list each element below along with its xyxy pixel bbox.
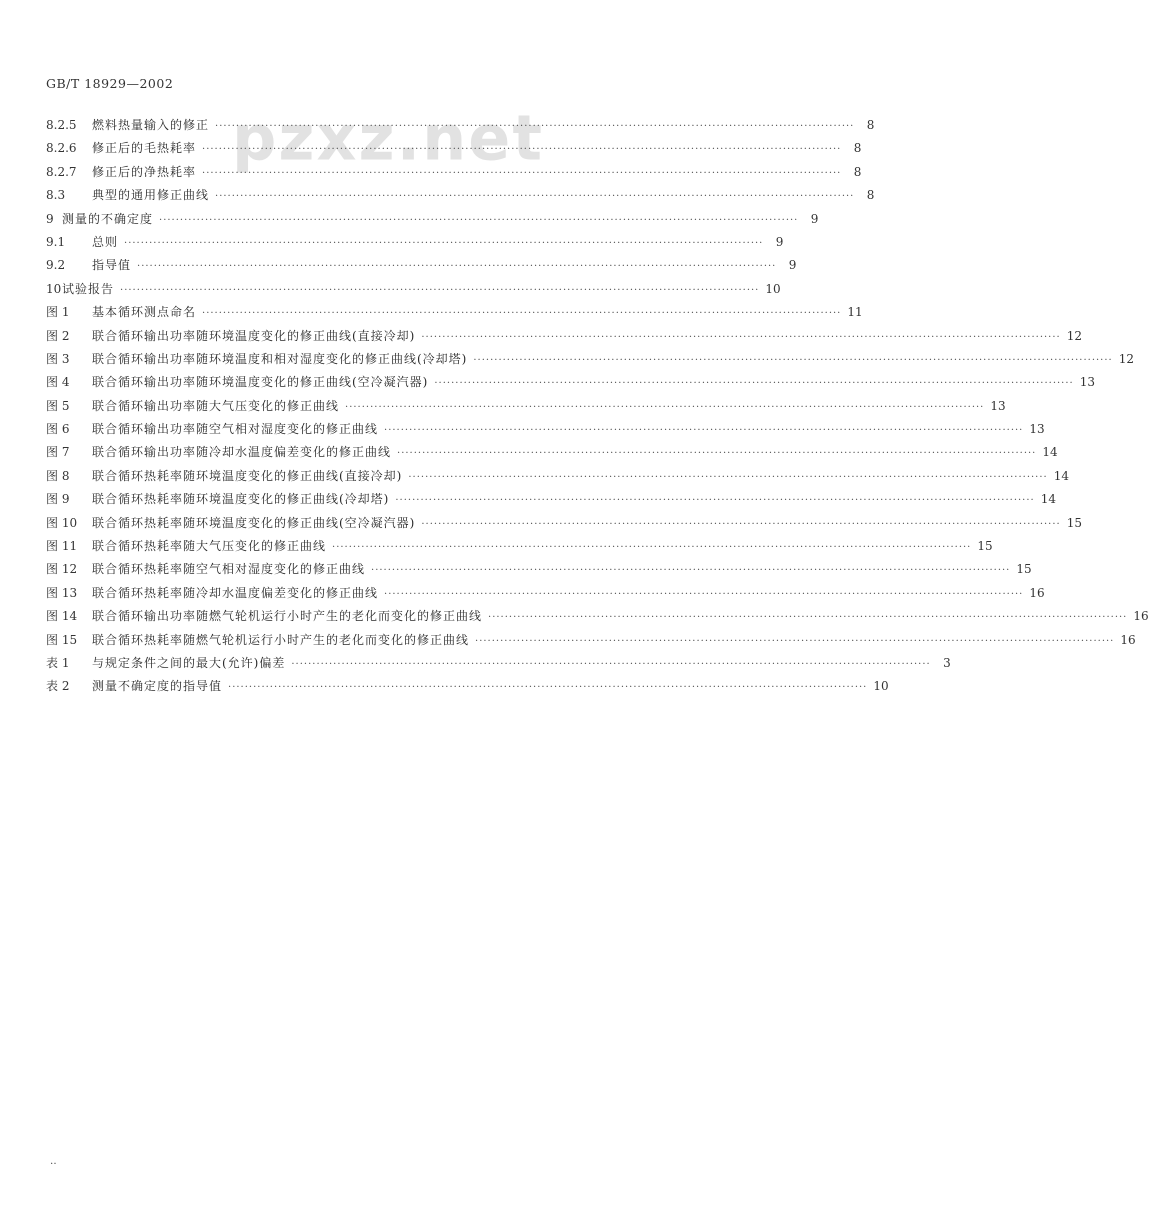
toc-entry-title: 总则 bbox=[92, 234, 119, 249]
page-footer-mark: ‥ bbox=[50, 1156, 57, 1167]
toc-entry-page: 3 bbox=[943, 655, 951, 670]
toc-entry-title: 联合循环热耗率随环境温度变化的修正曲线(直接冷却) bbox=[92, 468, 403, 483]
toc-leader-dots bbox=[291, 653, 930, 676]
toc-leader-dots bbox=[202, 162, 841, 185]
toc-leader-dots bbox=[408, 466, 1047, 489]
toc-entry[interactable] bbox=[46, 441, 1058, 464]
toc-entry-page: 8 bbox=[853, 141, 862, 156]
toc-entry-number: 图 4 bbox=[46, 375, 70, 390]
toc-entry-number: 图 11 bbox=[46, 539, 78, 554]
toc-entry-title: 联合循环热耗率随大气压变化的修正曲线 bbox=[92, 539, 327, 554]
toc-leader-dots bbox=[384, 419, 1023, 442]
toc-entry-number: 8.2.6 bbox=[46, 141, 77, 156]
toc-entry-number: 图 5 bbox=[46, 398, 70, 413]
toc-leader-dots bbox=[215, 185, 854, 208]
toc-entry[interactable] bbox=[46, 465, 1069, 488]
toc-entry-page: 10 bbox=[765, 281, 781, 296]
toc-entry-number: 图 8 bbox=[46, 468, 70, 483]
toc-entry[interactable] bbox=[46, 325, 1082, 348]
toc-entry-number: 10 bbox=[46, 281, 62, 296]
toc-leader-dots bbox=[159, 209, 798, 232]
toc-entry-page: 8 bbox=[853, 164, 862, 179]
toc-entry-page: 8 bbox=[866, 118, 875, 132]
toc-entry-page: 12 bbox=[1066, 328, 1082, 343]
toc-entry-title: 测量不确定度的指导值 bbox=[92, 679, 223, 694]
toc-entry-page: 16 bbox=[1029, 585, 1045, 600]
toc-entry-title: 联合循环输出功率随燃气轮机运行小时产生的老化而变化的修正曲线 bbox=[92, 609, 483, 624]
toc-entry-number: 图 10 bbox=[46, 515, 78, 530]
toc-entry-number: 图 3 bbox=[46, 351, 70, 366]
toc-entry-page: 13 bbox=[1029, 422, 1045, 437]
toc-entry[interactable] bbox=[46, 254, 797, 277]
toc-leader-dots bbox=[202, 138, 841, 161]
toc-entry-title: 联合循环输出功率随大气压变化的修正曲线 bbox=[92, 398, 340, 413]
toc-entry-title: 联合循环输出功率随冷却水温度偏差变化的修正曲线 bbox=[92, 445, 392, 460]
toc-entry-title: 修正后的毛热耗率 bbox=[92, 141, 197, 156]
toc-entry-number: 表 1 bbox=[46, 655, 70, 670]
toc-leader-dots bbox=[120, 279, 759, 302]
toc-entry[interactable] bbox=[46, 512, 1082, 535]
toc-entry-title: 指导值 bbox=[92, 258, 132, 273]
toc-leader-dots bbox=[384, 583, 1023, 606]
toc-entry-title: 联合循环热耗率随环境温度变化的修正曲线(冷却塔) bbox=[92, 492, 390, 507]
toc-leader-dots bbox=[345, 396, 984, 419]
toc-entry-page: 8 bbox=[866, 188, 875, 203]
toc-entry-number: 9 bbox=[46, 211, 54, 226]
toc-entry-title: 联合循环输出功率随空气相对湿度变化的修正曲线 bbox=[92, 422, 379, 437]
toc-entry-page: 10 bbox=[873, 679, 889, 694]
toc-leader-dots bbox=[473, 349, 1112, 372]
toc-entry-number: 图 9 bbox=[46, 492, 70, 507]
toc-leader-dots bbox=[421, 513, 1060, 536]
toc-entry-title: 试验报告 bbox=[62, 281, 115, 296]
toc-leader-dots bbox=[434, 372, 1073, 395]
toc-entry[interactable] bbox=[46, 652, 951, 675]
toc-entry[interactable] bbox=[46, 184, 875, 207]
toc-entry-title: 联合循环输出功率随环境温度变化的修正曲线(直接冷却) bbox=[92, 328, 416, 343]
toc-entry-number: 图 15 bbox=[46, 632, 78, 647]
toc-entry[interactable] bbox=[46, 629, 1136, 652]
toc-entry[interactable] bbox=[46, 208, 819, 231]
toc-entry-number: 图 1 bbox=[46, 305, 70, 320]
toc-entry-title: 联合循环热耗率随冷却水温度偏差变化的修正曲线 bbox=[92, 585, 379, 600]
toc-entry-number: 9.2 bbox=[46, 258, 66, 273]
toc-entry-number: 8.2.7 bbox=[46, 164, 77, 179]
toc-entry-number: 表 2 bbox=[46, 679, 70, 694]
toc-entry-page: 15 bbox=[977, 539, 993, 554]
toc-entry-page: 9 bbox=[788, 258, 797, 273]
toc-entry-page: 16 bbox=[1133, 609, 1149, 624]
toc-entry-title: 典型的通用修正曲线 bbox=[92, 188, 210, 203]
toc-leader-dots bbox=[395, 489, 1034, 512]
toc-leader-dots bbox=[202, 302, 841, 325]
toc-leader-dots bbox=[488, 606, 1127, 629]
toc-entry-title: 联合循环热耗率随空气相对湿度变化的修正曲线 bbox=[92, 562, 366, 577]
toc-entry[interactable] bbox=[46, 605, 1149, 628]
toc-leader-dots bbox=[332, 536, 971, 559]
toc-entry-title: 联合循环输出功率随环境温度和相对湿度变化的修正曲线(冷却塔) bbox=[92, 351, 468, 366]
toc-entry[interactable] bbox=[46, 535, 993, 558]
toc-entry-page: 15 bbox=[1066, 515, 1082, 530]
toc-entry[interactable] bbox=[46, 488, 1056, 511]
toc-entry[interactable] bbox=[46, 395, 1006, 418]
toc-entry[interactable] bbox=[46, 231, 784, 254]
toc-entry-number: 图 6 bbox=[46, 422, 70, 437]
toc-entry[interactable] bbox=[46, 278, 781, 301]
toc-entry[interactable] bbox=[46, 418, 1045, 441]
toc-leader-dots bbox=[421, 326, 1060, 349]
toc-entry-number: 8.3 bbox=[46, 188, 66, 203]
toc-entry-title: 联合循环热耗率随环境温度变化的修正曲线(空冷凝汽器) bbox=[92, 515, 416, 530]
table-of-contents bbox=[46, 114, 1149, 699]
toc-leader-dots bbox=[228, 676, 867, 699]
toc-entry-number: 9.1 bbox=[46, 234, 66, 249]
toc-entry-page: 11 bbox=[847, 305, 863, 320]
toc-entry-number: 图 7 bbox=[46, 445, 70, 460]
toc-leader-dots bbox=[397, 442, 1036, 465]
toc-entry-number: 图 12 bbox=[46, 562, 78, 577]
toc-entry[interactable] bbox=[46, 137, 862, 160]
toc-entry-page: 13 bbox=[1079, 375, 1095, 390]
toc-entry-title: 联合循环热耗率随燃气轮机运行小时产生的老化而变化的修正曲线 bbox=[92, 632, 470, 647]
toc-entry[interactable] bbox=[46, 582, 1045, 605]
toc-entry-title: 燃料热量输入的修正 bbox=[92, 118, 210, 132]
toc-entry-page: 9 bbox=[810, 211, 819, 226]
toc-leader-dots bbox=[215, 115, 854, 138]
toc-entry-page: 9 bbox=[775, 234, 784, 249]
toc-leader-dots bbox=[137, 255, 776, 278]
toc-entry[interactable] bbox=[46, 114, 875, 137]
toc-entry[interactable] bbox=[46, 675, 889, 698]
toc-entry-title: 联合循环输出功率随环境温度变化的修正曲线(空冷凝汽器) bbox=[92, 375, 429, 390]
toc-entry[interactable] bbox=[46, 161, 862, 184]
toc-entry-number: 8.2.5 bbox=[46, 118, 77, 132]
standard-code-header: GB/T 18929—2002 bbox=[46, 76, 174, 91]
toc-entry-page: 12 bbox=[1118, 351, 1134, 366]
toc-entry[interactable] bbox=[46, 558, 1032, 581]
toc-entry[interactable] bbox=[46, 348, 1134, 371]
toc-leader-dots bbox=[475, 630, 1114, 653]
toc-entry-title: 基本循环测点命名 bbox=[92, 305, 197, 320]
toc-entry-page: 16 bbox=[1120, 632, 1136, 647]
toc-entry-page: 15 bbox=[1016, 562, 1032, 577]
toc-entry-title: 修正后的净热耗率 bbox=[92, 164, 197, 179]
toc-leader-dots bbox=[124, 232, 763, 255]
toc-entry-number: 图 13 bbox=[46, 585, 78, 600]
toc-entry[interactable] bbox=[46, 301, 863, 324]
toc-entry-page: 14 bbox=[1042, 445, 1058, 460]
toc-entry-title: 测量的不确定度 bbox=[62, 211, 154, 226]
toc-entry-title: 与规定条件之间的最大(允许)偏差 bbox=[92, 655, 286, 670]
toc-entry-page: 14 bbox=[1040, 492, 1056, 507]
toc-entry-number: 图 2 bbox=[46, 328, 70, 343]
toc-entry-page: 14 bbox=[1053, 468, 1069, 483]
toc-entry-number: 图 14 bbox=[46, 609, 78, 624]
toc-entry[interactable] bbox=[46, 371, 1095, 394]
toc-leader-dots bbox=[371, 559, 1010, 582]
watermark-text: pzxz.net bbox=[232, 101, 544, 175]
toc-entry-page: 13 bbox=[990, 398, 1006, 413]
